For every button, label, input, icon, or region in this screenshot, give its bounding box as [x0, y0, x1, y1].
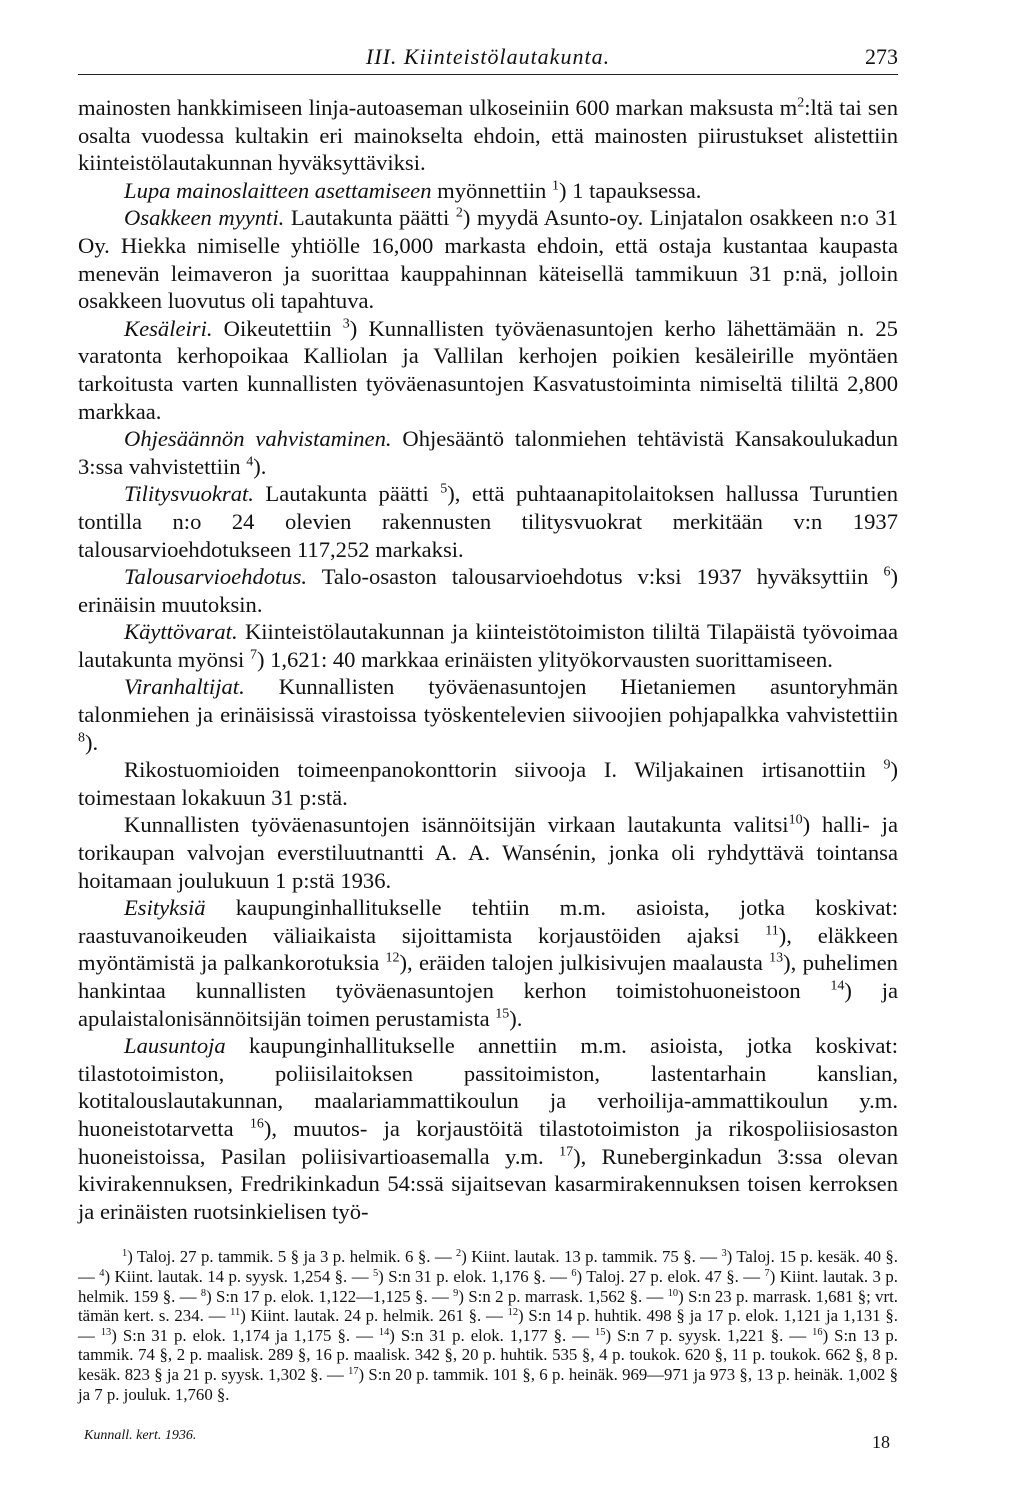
paragraph-2	[78, 177, 898, 205]
section-heading: Ohjesäännön vahvistaminen.	[124, 426, 392, 452]
text-run: ) S:n 17 p. elok. 1,122—1,125 §. —	[206, 1286, 454, 1306]
footnote-ref: 8	[78, 730, 85, 746]
footnote-ref: 7	[764, 1267, 770, 1279]
footnote-ref: 17	[559, 1144, 574, 1160]
text-run: Ohjesääntö talonmiehen tehtävistä Kansakoulukadun 3:ssa vahvistettiin	[78, 426, 898, 479]
signature-mark: 18	[872, 1432, 890, 1453]
section-heading: Kesäleiri.	[124, 315, 213, 341]
text-run: ) erinäisin muutoksin.	[78, 564, 898, 617]
text-run: ) Taloj. 27 p. tammik. 5 § ja 3 p. helmik. 6 §. —	[127, 1247, 457, 1267]
footnote-ref: 17	[348, 1365, 359, 1377]
footnote-ref: 15	[495, 1006, 510, 1022]
section-heading: Osakkeen myynti.	[124, 205, 285, 231]
text-run: ) S:n 13 p. tammik. 74 §, 2 p. maalisk. 289 §, 16 p. maalisk. 342 §, 20 p. huhtik. 535 §, 4 p. toukok. 620 §, 11 p. toukok. 662 §, 8 p. kesäk. 823 § ja 21 p. syysk. 1,302 §. —	[78, 1325, 898, 1384]
section-heading: Esityksiä	[124, 895, 206, 921]
footnotes	[78, 1247, 898, 1404]
paragraph-11	[78, 811, 898, 894]
text-run: myönnettiin	[431, 177, 552, 203]
text-run: Rikostuomioiden toimeenpanokonttorin siivooja I. Wiljakainen irtisanottiin	[124, 757, 884, 783]
text-run: ) Kiint. lautak. 24 p. helmik. 261 §. —	[240, 1306, 508, 1326]
footnote-ref: 13	[769, 951, 784, 966]
section-heading: Viranhaltijat.	[124, 674, 245, 700]
printer-signature: Kunnall. kert. 1936.	[84, 1428, 197, 1444]
paragraph-7	[78, 563, 898, 618]
footnote-ref: 9	[453, 1287, 459, 1299]
text-run: ) S:n 20 p. tammik. 101 §, 6 p. heinäk. 969—971 ja 973 §, 13 p. heinäk. 1,002 § ja 7 p. jouluk. 1,760 §.	[78, 1364, 899, 1404]
text-run: ) Taloj. 27 p. elok. 47 §. —	[576, 1266, 765, 1286]
text-run: Kiinteistölautakunnan ja kiinteistötoimiston tililtä Tilapäistä työvoimaa lautakunta myönsi	[78, 619, 898, 672]
text-run: Lautakunta päätti	[284, 205, 456, 231]
text-run: ) Kiint. lautak. 3 p. helmik. 159 §. —	[78, 1266, 898, 1306]
paragraph-9	[78, 673, 898, 756]
section-heading: Tilitysvuokrat.	[124, 481, 254, 507]
text-run: ), puhelimen hankintaa kunnallisten työväenasuntojen kerhon toimistohuoneistoon	[78, 950, 898, 1003]
section-heading: Talousarvioehdotus.	[124, 564, 308, 590]
text-run: ) S:n 7 p. syysk. 1,221 §. —	[605, 1325, 813, 1345]
text-run: ) ja apulaistalonisännöitsijän toimen perustamista	[78, 978, 899, 1031]
text-run: ) S:n 2 p. marrask. 1,562 §. —	[458, 1286, 668, 1306]
footnote-ref: 9	[883, 757, 891, 773]
text-run: ).	[509, 1005, 523, 1031]
text-run: ) 1 tapauksessa.	[559, 177, 702, 203]
text-run: ), eläkkeen myöntämistä ja palkankorotuksia	[78, 922, 898, 976]
text-run: Oikeutettiin	[212, 315, 343, 341]
footnote-ref: 16	[249, 1116, 264, 1132]
section-heading: Lausuntoja	[124, 1033, 226, 1059]
footnote-block-1	[78, 1247, 898, 1404]
text-run: ) 1,621: 40 markkaa erinäisten ylityökorvausten suorittamiseen.	[256, 646, 833, 672]
footnote-ref: 13	[100, 1326, 112, 1338]
text-run: Lautakunta päätti	[253, 481, 441, 507]
footnote-ref: 4	[246, 454, 254, 470]
text-run: ) S:n 14 p. huhtik. 498 § ja 17 p. elok. 1,121 ja 1,131 §. —	[78, 1306, 898, 1345]
footnote-ref: 8	[200, 1287, 207, 1299]
footnote-ref: 1	[122, 1248, 128, 1260]
footnote-ref: 3	[721, 1248, 727, 1260]
page-number: 273	[865, 44, 898, 69]
text-run: ), eräiden talojen julkisivujen maalausta	[399, 950, 770, 976]
footnote-ref: 11	[230, 1306, 241, 1318]
text-run: Kunnallisten työväenasuntojen isännöitsijän virkaan lautakunta valitsi	[124, 812, 789, 838]
footnote-ref: 2	[456, 1248, 462, 1260]
paragraph-10	[78, 756, 898, 811]
text-run: ) S:n 31 p. elok. 1,177 §. —	[389, 1325, 596, 1345]
text-run: kaupunginhallitukselle tehtiin m.m. asioista, jotka koskivat: raastuvanoikeuden väliaikaista sijoittamista korjaustöiden ajaksi	[78, 895, 898, 948]
text-run: ) S:n 23 p. marrask. 1,681 §; vrt. tämän kert. s. 234. —	[78, 1286, 898, 1326]
running-header	[78, 42, 898, 76]
text-run: mainosten hankkimiseen linja-autoaseman ulkoseiniin 600 markan maksusta m	[78, 95, 798, 120]
footnote-ref: 7	[249, 647, 257, 663]
footnote-ref: 14	[830, 978, 845, 994]
signature-line	[78, 1428, 898, 1458]
header-title: III. Kiinteistölautakunta.	[365, 44, 611, 69]
text-run: ) myydä Asunto-oy. Linjatalon osakkeen n:o 31 Oy. Hiekka nimiselle yhtiölle 16,000 markasta ehdoin, että ostaja kustantaa kaupasta menevän leimaveron ja suorittaa kauppahinnan käteisellä tammikuun 31 p:nä, jolloin osakkeen luovutus oli tapahtuva.	[78, 205, 898, 314]
paragraph-4	[78, 315, 898, 425]
footnote-ref: 12	[385, 951, 400, 966]
section-heading: Lupa mainoslaitteen asettamiseen	[124, 177, 432, 203]
paragraph-3	[78, 204, 898, 314]
footnote-ref: 12	[507, 1306, 519, 1318]
section-heading: Käyttövarat.	[124, 619, 238, 645]
footnote-ref: 10	[667, 1287, 679, 1299]
text-run: ) S:n 31 p. elok. 1,176 §. —	[378, 1266, 572, 1286]
text-run: ) halli- ja torikaupan valvojan everstiluutnantti A. A. Wansénin, jonka oli ryhdyttävä tointansa hoitamaan joulukuun 1 p:stä 1936.	[78, 812, 898, 893]
footnote-ref: 14	[378, 1326, 390, 1338]
paragraph-1	[78, 94, 898, 177]
footnote-ref: 2	[455, 205, 463, 221]
text-run: ).	[253, 453, 267, 479]
text-run: ).	[85, 729, 99, 755]
text-run: Kunnallisten työväenasuntojen Hietaniemen asuntoryhmän talonmiehen ja erinäisissä virastoissa työskentelevien siivoojien pohjapalkka vahvistettiin	[78, 674, 898, 728]
text-run: ) Kiint. lautak. 14 p. syysk. 1,254 §. —	[104, 1266, 373, 1286]
footnote-ref: 1	[552, 178, 559, 194]
footnote-ref: 6	[883, 564, 891, 580]
text-run: ), Runeberginkadun 3:ssa olevan kivirakennuksen, Fredrikinkadun 54:ssä sijaitsevan kasarmirakennuksen toisen kerroksen ja erinäisten ruotsinkielisen työ-	[78, 1143, 898, 1224]
document-page	[78, 42, 898, 1458]
text-run: :ltä tai sen osalta vuodessa kultakin eri mainokselta ehdoin, että mainosten piirustukset alistettiin kiinteistölautakunnan hyväksyttäviksi.	[78, 95, 898, 176]
text-run: ) S:n 31 p. elok. 1,174 ja 1,175 §. —	[111, 1325, 379, 1345]
text-run: ) Taloj. 15 p. kesäk. 40 §. —	[78, 1247, 898, 1286]
text-run: ), muutos- ja korjaustöitä tilastotoimiston ja rikospoliisiosaston huoneistoissa, Pasilan poliisivartioasemalla y.m.	[78, 1115, 898, 1169]
footnote-ref: 2	[797, 95, 805, 111]
text-run: kaupunginhallitukselle annettiin m.m. asioista, jotka koskivat: tilastotoimiston, poliisilaitoksen passitoimiston, lastentarhain kanslian, kotitalouslautakunnan, maalariammattikoulun ja verhoilija-ammattikoulun y.m. huoneistotarvetta	[78, 1033, 898, 1141]
footnote-ref: 5	[440, 481, 448, 497]
paragraph-6	[78, 480, 898, 563]
footnote-ref: 4	[99, 1267, 105, 1279]
paragraph-5	[78, 425, 898, 480]
footnote-ref: 16	[812, 1326, 823, 1338]
text-run: ) Kiint. lautak. 13 p. tammik. 75 §. —	[461, 1247, 722, 1267]
footnote-ref: 3	[342, 316, 350, 332]
footnote-ref: 6	[571, 1267, 577, 1279]
footnote-ref: 11	[765, 923, 779, 939]
paragraph-13	[78, 1032, 898, 1225]
paragraph-12	[78, 894, 898, 1032]
text-run: ) Kunnallisten työväenasuntojen kerho lähettämään n. 25 varatonta kerhopoikaa Kalliolan ja Vallilan kerhojen poikien kesäleirille myöntäen tarkoitusta varten kunnallisten työväenasuntojen Kasvatustoiminta nimiseltä tililtä 2,800 markkaa.	[78, 315, 898, 424]
body-text	[78, 94, 898, 1225]
footnote-ref: 10	[788, 813, 803, 829]
footnote-ref: 15	[595, 1326, 606, 1338]
header-rule	[78, 74, 898, 75]
text-run: ), että puhtaanapitolaitoksen hallussa Turuntien tontilla n:o 24 olevien rakennusten tilitysvuokrat merkitään v:n 1937 talousarvioehdotukseen 117,252 markaksi.	[78, 481, 898, 562]
text-run: Talo-osaston talousarvioehdotus v:ksi 1937 hyväksyttiin	[307, 564, 884, 590]
footnote-ref: 5	[372, 1267, 379, 1279]
paragraph-8	[78, 618, 898, 673]
text-run: ) toimestaan lokakuun 31 p:stä.	[78, 757, 898, 810]
